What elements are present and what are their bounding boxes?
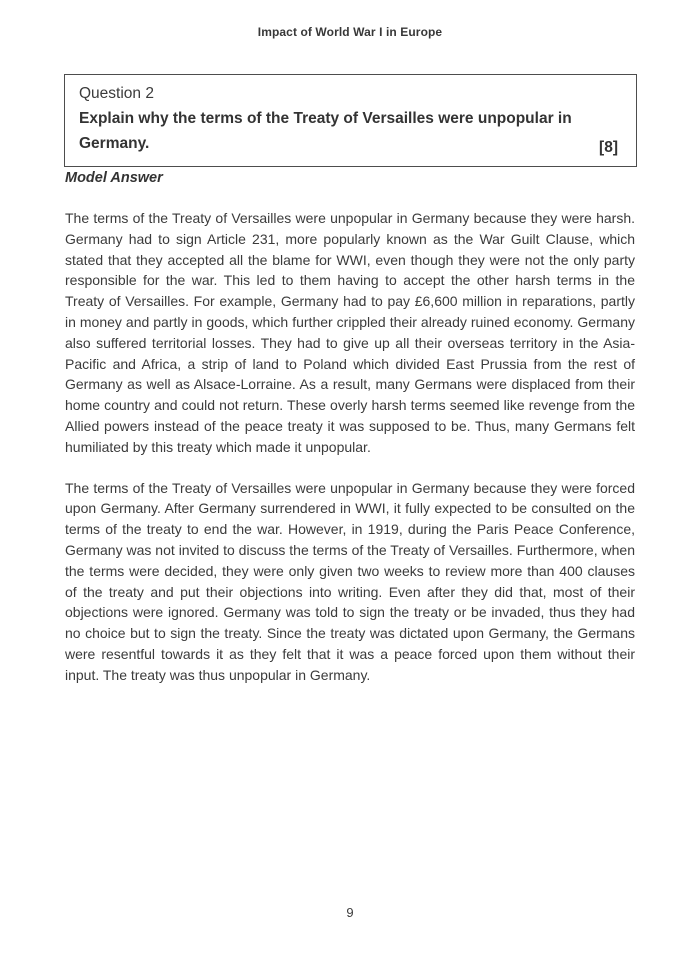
- model-answer-heading: Model Answer: [65, 170, 163, 186]
- question-marks: [8]: [599, 139, 618, 156]
- question-number-label: Question 2: [79, 85, 154, 102]
- answer-paragraph-2: The terms of the Treaty of Versailles were unpopular in Germany because they were forced upon Germany. After Germany surrendered in WWI, it fully expected to be consulted on the terms of the treaty to end the war. However, in 1919, during the Paris Peace Conference, Germany was not invited to discuss the terms of the Treaty of Versailles. Furthermore, when the terms were decided, they were only given two weeks to review more than 400 clauses of the treaty and put their objections into writing. Even after they did that, most of their objections were ignored. Germany was told to sign the treaty or be invaded, thus they had no choice but to sign the treaty. Since the treaty was dictated upon Germany, the Germans were resentful towards it as they felt that it was a peace forced upon them without their input. The treaty was thus unpopular in Germany.: [65, 479, 635, 683]
- answer-content: [65, 170, 635, 686]
- page-number: 9: [346, 905, 354, 920]
- answer-paragraph-1: The terms of the Treaty of Versailles were unpopular in Germany because they were harsh. Germany had to sign Article 231, more popularly known as the War Guilt Clause, which stated that they accepted all the blame for WWI, even though they were not the only party responsible for the war. This led to them having to accept the other harsh terms in the Treaty of Versailles. For example, Germany had to pay £6,600 million in reparations, partly in money and partly in goods, which further crippled their already ruined economy. Germany also suffered territorial losses. They had to give up all their overseas territory in the Asia-Pacific and Africa, a strip of land to Poland which divided East Prussia from the rest of Germany as well as Alsace-Lorraine. As a result, many Germans were displaced from their home country and could not return. These overly harsh terms seemed like revenge from the Allied powers instead of the peace treaty it was supposed to be. Thus, many Germans felt humiliated by this treaty which made it unpopular.: [65, 210, 635, 455]
- question-text: Explain why the terms of the Treaty of Versailles were unpopular in Germany.: [79, 110, 572, 152]
- running-header: Impact of World War I in Europe: [257, 25, 443, 39]
- question-box: [64, 74, 637, 167]
